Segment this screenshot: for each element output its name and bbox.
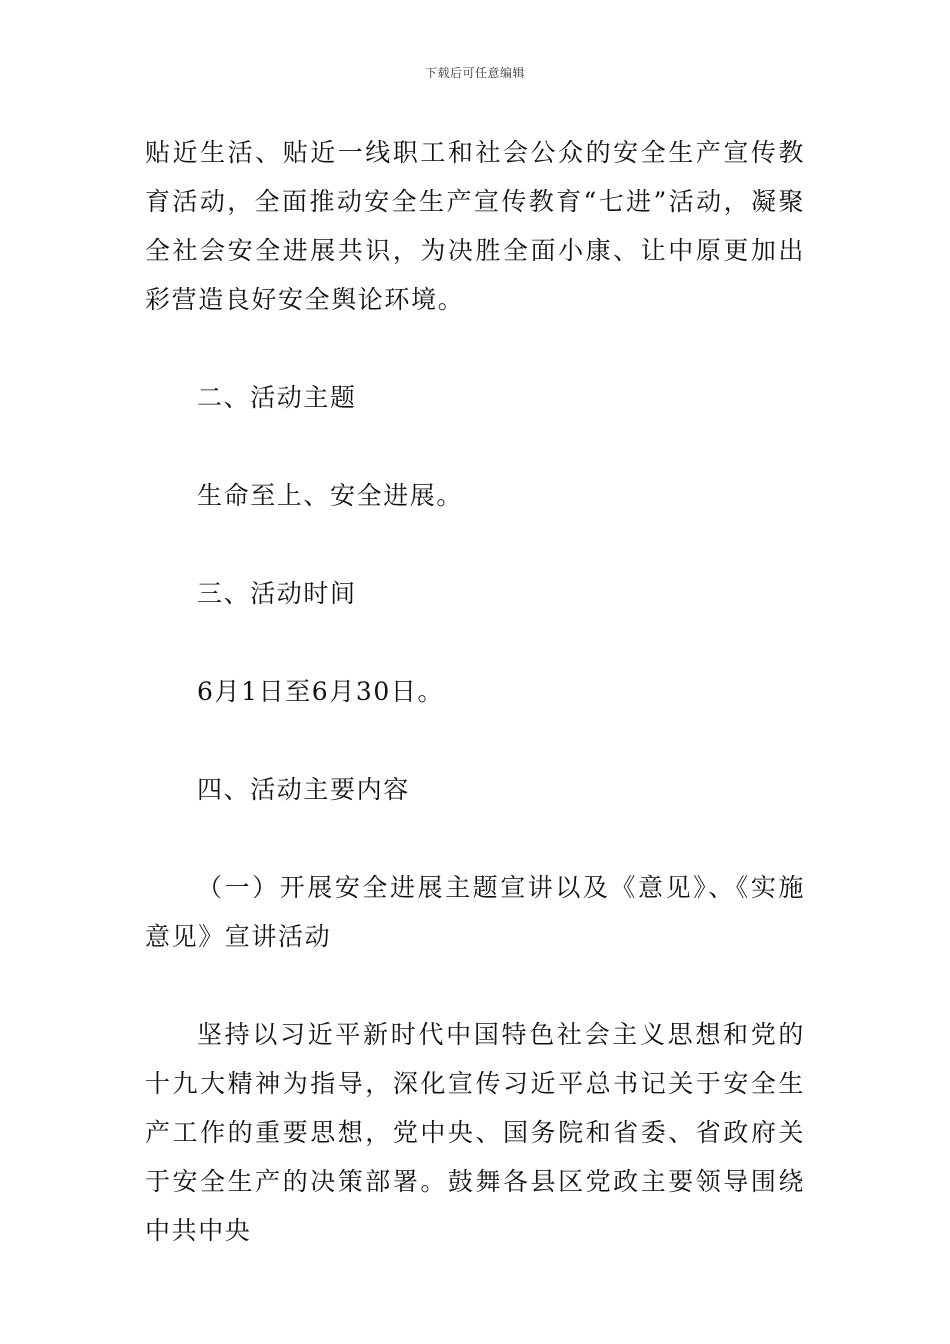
section-heading-time: 三、活动时间 xyxy=(197,579,357,608)
subsection-heading-lecture: （一）开展安全进展主题宣讲以及《意见》、《实施意见》宣讲活动 xyxy=(145,873,805,951)
paragraph-lecture: 坚持以习近平新时代中国特色社会主义思想和党的十九大精神为指导，深化宣传习近平总书记关于安全生产工作的重要思想，党中央、国务院和省委、省政府关于安全生产的决策部署。鼓舞各县区党政主要领导围绕中共中央 xyxy=(145,1020,805,1245)
section-heading-content: 四、活动主要内容 xyxy=(197,775,410,804)
page-header: 下载后可任意编辑 xyxy=(424,66,525,80)
paragraph-theme: 生命至上、安全进展。 xyxy=(197,481,464,510)
document-body xyxy=(145,128,805,1255)
paragraph-intro: 贴近生活、贴近一线职工和社会公众的安全生产宣传教育活动，全面推动安全生产宣传教育“七进”活动，凝聚全社会安全进展共识，为决胜全面小康、让中原更加出彩营造良好安全舆论环境。 xyxy=(145,138,805,314)
paragraph-time: 6月1日至6月30日。 xyxy=(197,677,445,706)
section-heading-theme: 二、活动主题 xyxy=(197,383,357,412)
